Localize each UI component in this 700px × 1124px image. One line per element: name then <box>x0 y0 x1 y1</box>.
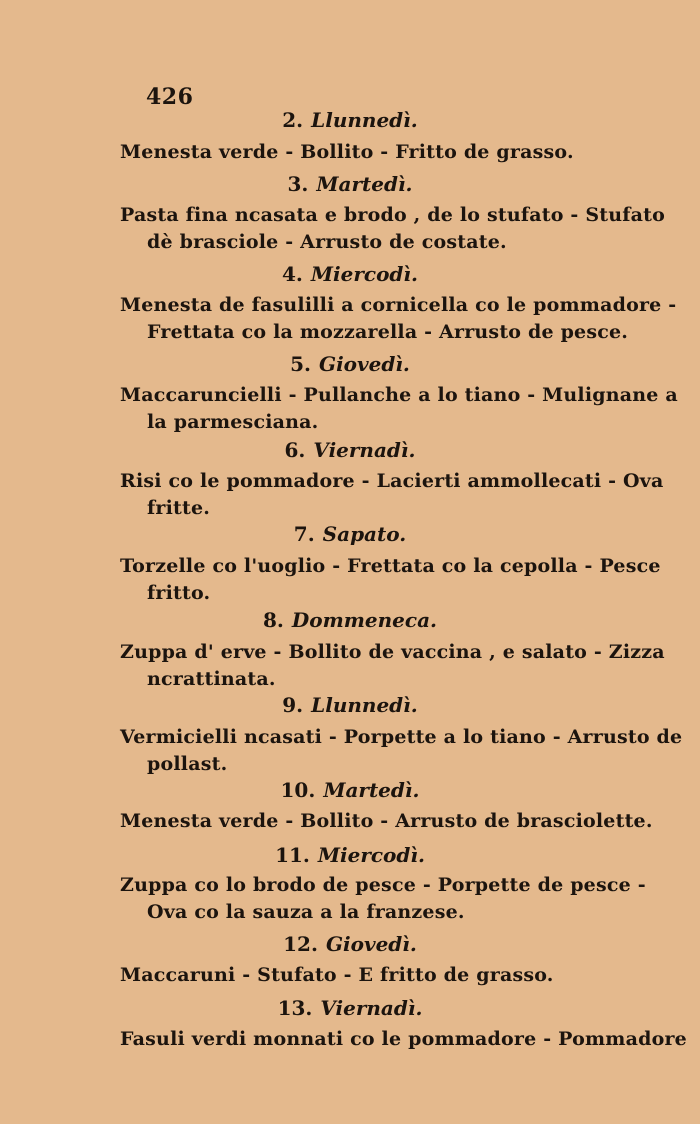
day-heading <box>0 778 700 802</box>
menu-line: pollast. <box>147 753 228 775</box>
day-number: 2. <box>282 108 304 132</box>
menu-line: Maccaruncielli - Pullanche a lo tiano - Mulignane a <box>120 384 678 406</box>
day-name: Dommeneca. <box>291 608 437 632</box>
day-name: Viernadì. <box>313 438 416 462</box>
menu-line: la parmesciana. <box>147 411 319 433</box>
menu-line: Ova co la sauza a la franzese. <box>147 901 465 923</box>
day-number: 11. <box>275 843 310 867</box>
menu-line: fritto. <box>147 582 211 604</box>
menu-line: Risi co le pommadore - Lacierti ammollecati - Ova <box>120 470 664 492</box>
menu-line: Vermicielli ncasati - Porpette a lo tiano - Arrusto de <box>120 726 683 748</box>
page-number: 426 <box>146 84 194 110</box>
menu-line: Menesta verde - Bollito - Fritto de grasso. <box>120 141 574 163</box>
day-heading <box>0 843 700 867</box>
day-number: 4. <box>282 262 303 286</box>
day-number: 3. <box>287 172 309 196</box>
day-name: Giovedì. <box>318 352 410 376</box>
day-name: Martedì. <box>323 778 420 802</box>
day-heading <box>0 262 700 286</box>
menu-line: Menesta verde - Bollito - Arrusto de brasciolette. <box>120 810 653 832</box>
day-number: 10. <box>280 778 316 802</box>
menu-line: Pasta fina ncasata e brodo , de lo stufato - Stufato <box>120 204 665 226</box>
day-name: Martedì. <box>316 172 413 196</box>
day-heading <box>0 438 700 462</box>
day-number: 8. <box>263 608 284 632</box>
day-name: Miercodì. <box>317 843 425 867</box>
day-number: 5. <box>290 352 311 376</box>
day-name: Viernadì. <box>320 996 423 1020</box>
day-number: 13. <box>277 996 313 1020</box>
day-heading <box>0 522 700 546</box>
day-name: Miercodì. <box>310 262 418 286</box>
day-heading <box>0 608 700 632</box>
menu-line: ncrattinata. <box>147 668 276 690</box>
day-name: Llunnedì. <box>311 108 418 132</box>
day-heading <box>0 996 700 1020</box>
menu-line: dè brasciole - Arrusto de costate. <box>147 231 507 253</box>
day-number: 6. <box>284 438 306 462</box>
day-number: 12. <box>283 932 318 956</box>
day-name: Llunnedì. <box>311 693 418 717</box>
menu-line: Menesta de fasulilli a cornicella co le pommadore - <box>120 294 677 316</box>
menu-line: Frettata co la mozzarella - Arrusto de pesce. <box>147 321 629 343</box>
menu-line: Maccaruni - Stufato - E fritto de grasso. <box>120 964 554 986</box>
menu-line: fritte. <box>147 497 211 519</box>
menu-line: Torzelle co l'uoglio - Frettata co la cepolla - Pesce <box>120 555 661 577</box>
day-name: Giovedì. <box>325 932 417 956</box>
day-name: Sapato. <box>322 522 407 546</box>
day-heading <box>0 352 700 376</box>
day-heading <box>0 693 700 717</box>
day-heading <box>0 108 700 132</box>
day-heading <box>0 172 700 196</box>
menu-line: Zuppa d' erve - Bollito de vaccina , e salato - Zizza <box>120 641 665 663</box>
menu-line: Fasuli verdi monnati co le pommadore - Pommadore <box>120 1028 687 1050</box>
day-heading <box>0 932 700 956</box>
day-number: 7. <box>293 522 315 546</box>
day-number: 9. <box>282 693 304 717</box>
menu-line: Zuppa co lo brodo de pesce - Porpette de pesce - <box>120 874 646 896</box>
